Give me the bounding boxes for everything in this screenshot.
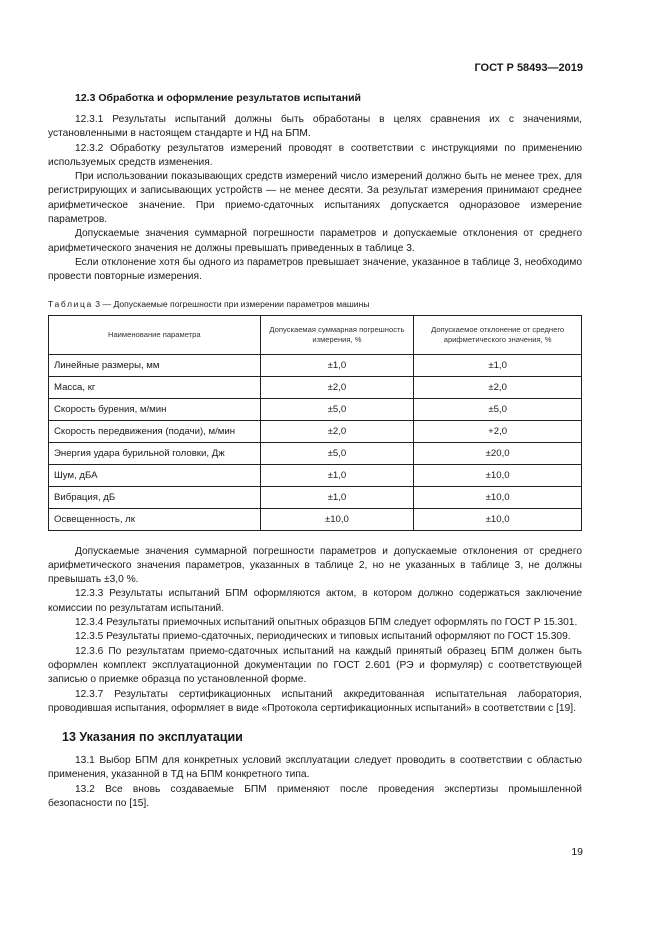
paragraph: 12.3.2 Обработку результатов измерений проводят в соответствии с инструкциями по применению используемых средств изменения. <box>48 142 582 168</box>
table-row <box>49 376 582 398</box>
section-13-title: 13 Указания по эксплуатации <box>62 730 243 745</box>
cell-total-error: ±10,0 <box>260 508 414 530</box>
cell-deviation: ±10,0 <box>414 508 582 530</box>
cell-deviation: ±2,0 <box>414 376 582 398</box>
column-header-parameter: Наименование параметра <box>49 315 261 354</box>
paragraph: 12.3.5 Результаты приемо-сдаточных, периодических и типовых испытаний оформляют по ГОСТ 15.309. <box>75 631 571 643</box>
cell-total-error: ±5,0 <box>260 398 414 420</box>
column-header-deviation: Допускаемое отклонение от среднего арифметического значения, % <box>414 315 582 354</box>
cell-parameter: Линейные размеры, мм <box>49 354 261 376</box>
table-caption-text: 3 — Допускаемые погрешности при измерении параметров машины <box>95 298 370 309</box>
table-row <box>49 354 582 376</box>
column-header-total-error: Допускаемая суммарная погрешность измерения, % <box>260 315 414 354</box>
table-row <box>49 420 582 442</box>
paragraph: 12.3.6 По результатам приемо-сдаточных испытаний на каждый принятый образец БПМ должен быть оформлен комплект эксплуатационной документации по ГОСТ 2.601 (РЭ и формуляр) с соответствующей записью о приемке образца по установленной форме. <box>48 645 582 686</box>
table-row <box>49 442 582 464</box>
cell-deviation: ±10,0 <box>414 486 582 508</box>
section-12-3-title: 12.3 Обработка и оформление результатов испытаний <box>75 92 361 104</box>
table-header-row <box>49 315 582 354</box>
cell-total-error: ±1,0 <box>260 486 414 508</box>
paragraph: Допускаемые значения суммарной погрешности параметров и допускаемые отклонения от среднего арифметического значения не должны превышать приведенных в таблице 3. <box>48 228 582 254</box>
page-content <box>48 92 582 811</box>
cell-deviation: ±1,0 <box>414 354 582 376</box>
document-code: ГОСТ Р 58493—2019 <box>474 62 583 74</box>
table-row <box>49 508 582 530</box>
page-number: 19 <box>571 846 583 858</box>
table-row <box>49 464 582 486</box>
paragraph: 12.3.1 Результаты испытаний должны быть обработаны в целях сравнения их с значениями, установленными в настоящем стандарте и НД на БПМ. <box>48 114 582 140</box>
cell-total-error: ±2,0 <box>260 376 414 398</box>
cell-parameter: Освещенность, лк <box>49 508 261 530</box>
table-row <box>49 486 582 508</box>
cell-parameter: Шум, дБА <box>49 464 261 486</box>
paragraph: 12.3.4 Результаты приемочных испытаний опытных образцов БПМ следует оформлять по ГОСТ Р 15.301. <box>75 617 578 629</box>
cell-parameter: Скорость передвижения (подачи), м/мин <box>49 420 261 442</box>
cell-parameter: Вибрация, дБ <box>49 486 261 508</box>
paragraph: 12.3.3 Результаты испытаний БПМ оформляются актом, в котором должно содержаться заключение комиссии по результатам испытаний. <box>48 588 582 614</box>
parameters-table <box>48 315 582 531</box>
paragraph: Допускаемые значения суммарной погрешности параметров и допускаемые отклонения от среднего арифметического значения параметров, указанных в таблице 2, но не указанных в таблице 3, не должны превышать ±3,0 %. <box>48 545 582 586</box>
paragraph: При использовании показывающих средств измерений число измерений должно быть не менее трех, для регистрирующих и записывающих устройств — не менее десяти. За результат измерения принимают среднее арифметическое значение. При приемо-сдаточных испытаниях допускается одноразовое измерение параметров. <box>48 171 582 226</box>
paragraph: Если отклонение хотя бы одного из параметров превышает значение, указанное в таблице 3, необходимо провести повторные измерения. <box>48 256 582 283</box>
paragraph: 12.3.7 Результаты сертификационных испытаний аккредитованная испытательная лаборатория, проводившая испытания, оформляет в виде «Протокола сертификационных испытаний» в соответствии с [19]. <box>48 688 582 714</box>
table-row <box>49 398 582 420</box>
cell-deviation: +2,0 <box>414 420 582 442</box>
table-caption <box>48 299 582 309</box>
cell-parameter: Скорость бурения, м/мин <box>49 398 261 420</box>
cell-deviation: ±20,0 <box>414 442 582 464</box>
cell-deviation: ±5,0 <box>414 398 582 420</box>
paragraph: 13.2 Все вновь создаваемые БПМ применяют после проведения экспертизы промышленной безопасности по [15]. <box>48 783 582 810</box>
cell-parameter: Масса, кг <box>49 376 261 398</box>
cell-deviation: ±10,0 <box>414 464 582 486</box>
cell-total-error: ±2,0 <box>260 420 414 442</box>
cell-total-error: ±1,0 <box>260 354 414 376</box>
cell-total-error: ±1,0 <box>260 464 414 486</box>
cell-parameter: Энергия удара бурильной головки, Дж <box>49 442 261 464</box>
table-caption-label: Таблица <box>48 298 93 309</box>
paragraph: 13.1 Выбор БПМ для конкретных условий эксплуатации следует проводить в соответствии с областью применения, указанной в ТД на БПМ конкретного типа. <box>48 755 582 781</box>
cell-total-error: ±5,0 <box>260 442 414 464</box>
